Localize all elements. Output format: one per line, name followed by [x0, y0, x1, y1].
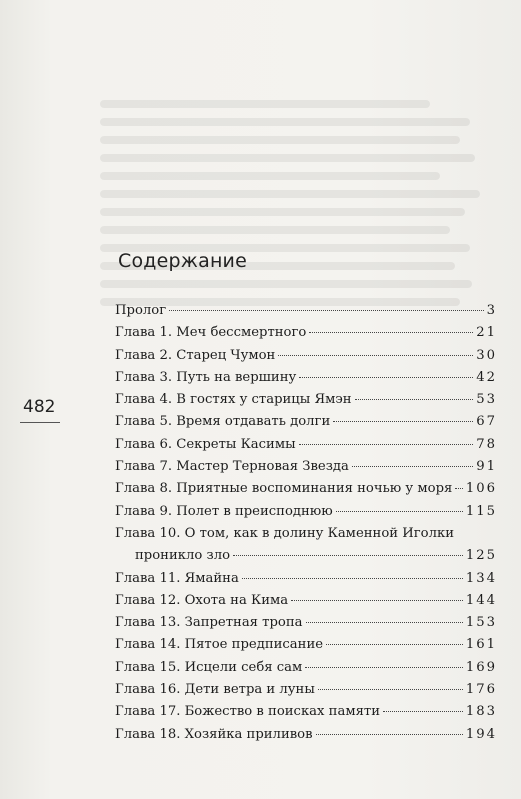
- dot-leader: [278, 355, 473, 356]
- toc-entry-title: Глава 16. Дети ветра и луны: [115, 682, 315, 698]
- show-through-text: [60, 40, 500, 340]
- page-number-rule: [20, 422, 60, 423]
- dot-leader: [291, 600, 463, 601]
- table-of-contents: [115, 300, 497, 746]
- toc-entry-page: 42: [476, 369, 497, 385]
- toc-entry-title: Глава 1. Меч бессмертного: [115, 325, 307, 341]
- toc-entry-title: Глава 12. Охота на Кима: [115, 592, 289, 608]
- toc-entry-prologue[interactable]: [115, 300, 497, 322]
- toc-entry-chapter-15[interactable]: [115, 657, 497, 679]
- dot-leader: [233, 555, 463, 556]
- dot-leader: [299, 377, 473, 378]
- toc-entry-page: 67: [476, 414, 497, 430]
- toc-entry-chapter-17[interactable]: [115, 701, 497, 723]
- toc-entry-page: 91: [476, 459, 497, 475]
- toc-entry-title: Глава 3. Путь на вершину: [115, 369, 297, 385]
- toc-entry-title: Глава 8. Приятные воспоминания ночью у моря: [115, 481, 453, 497]
- toc-entry-chapter-1[interactable]: [115, 322, 497, 344]
- toc-entry-page: 106: [465, 481, 497, 497]
- toc-entry-page: 169: [465, 659, 497, 675]
- toc-entry-page: 176: [465, 682, 497, 698]
- dot-leader: [336, 511, 463, 512]
- toc-entry-chapter-3[interactable]: [115, 367, 497, 389]
- toc-entry-chapter-6[interactable]: [115, 434, 497, 456]
- dot-leader: [305, 667, 463, 668]
- toc-entry-page: 194: [465, 726, 497, 742]
- toc-entry-page: 53: [476, 392, 497, 408]
- toc-entry-title: Глава 15. Исцели себя сам: [115, 659, 303, 675]
- dot-leader: [318, 689, 463, 690]
- toc-entry-title: Глава 2. Старец Чумон: [115, 347, 276, 363]
- toc-entry-page: 134: [465, 570, 497, 586]
- dot-leader: [355, 399, 474, 400]
- toc-entry-page: 183: [465, 704, 497, 720]
- toc-entry-title: Глава 11. Ямайна: [115, 570, 239, 586]
- toc-entry-chapter-14[interactable]: [115, 634, 497, 656]
- toc-entry-title: Глава 13. Запретная тропа: [115, 615, 303, 631]
- toc-entry-title: Глава 7. Мастер Терновая Звезда: [115, 459, 349, 475]
- toc-entry-page: 3: [486, 303, 497, 318]
- dot-leader: [316, 734, 463, 735]
- toc-entry-page: 115: [465, 503, 497, 519]
- dot-leader: [169, 310, 484, 311]
- toc-entry-title: Глава 5. Время отдавать долги: [115, 414, 331, 430]
- toc-entry-title: Глава 6. Секреты Касимы: [115, 436, 296, 452]
- dot-leader: [309, 332, 473, 333]
- page-number: 482: [23, 397, 56, 417]
- toc-entry-chapter-12[interactable]: [115, 590, 497, 612]
- toc-entry-chapter-9[interactable]: [115, 501, 497, 523]
- dot-leader: [352, 466, 473, 467]
- toc-entry-page: 21: [476, 325, 497, 341]
- dot-leader: [306, 622, 463, 623]
- toc-entry-page: 30: [476, 347, 497, 363]
- toc-entry-chapter-10-continued[interactable]: [115, 545, 497, 567]
- toc-entry-title: Глава 10. О том, как в долину Каменной Иголки: [115, 525, 455, 541]
- toc-entry-chapter-5[interactable]: [115, 411, 497, 433]
- toc-entry-title: Глава 18. Хозяйка приливов: [115, 726, 313, 742]
- dot-leader: [326, 644, 463, 645]
- toc-entry-chapter-18[interactable]: [115, 724, 497, 746]
- toc-entry-title: Пролог: [115, 303, 167, 318]
- dot-leader: [299, 444, 474, 445]
- toc-entry-page: 144: [465, 592, 497, 608]
- toc-entry-page: 161: [465, 637, 497, 653]
- dot-leader: [383, 711, 463, 712]
- toc-entry-chapter-7[interactable]: [115, 456, 497, 478]
- toc-entry-title: Глава 17. Божество в поисках памяти: [115, 704, 380, 720]
- toc-entry-title: проникло зло: [135, 548, 231, 564]
- toc-entry-page: 153: [465, 615, 497, 631]
- dot-leader: [455, 488, 462, 489]
- dot-leader: [242, 578, 463, 579]
- toc-entry-title: Глава 4. В гостях у старицы Ямэн: [115, 392, 352, 408]
- toc-entry-chapter-16[interactable]: [115, 679, 497, 701]
- toc-entry-chapter-4[interactable]: [115, 389, 497, 411]
- toc-entry-title: Глава 9. Полет в преисподнюю: [115, 503, 333, 519]
- toc-entry-chapter-13[interactable]: [115, 612, 497, 634]
- toc-entry-chapter-2[interactable]: [115, 345, 497, 367]
- toc-heading: Содержание: [118, 250, 247, 272]
- toc-entry-chapter-10[interactable]: [115, 523, 497, 545]
- toc-entry-chapter-11[interactable]: [115, 568, 497, 590]
- toc-entry-title: Глава 14. Пятое предписание: [115, 637, 324, 653]
- toc-entry-page: 125: [465, 548, 497, 564]
- dot-leader: [333, 421, 473, 422]
- toc-entry-chapter-8[interactable]: [115, 478, 497, 500]
- toc-entry-page: 78: [476, 436, 497, 452]
